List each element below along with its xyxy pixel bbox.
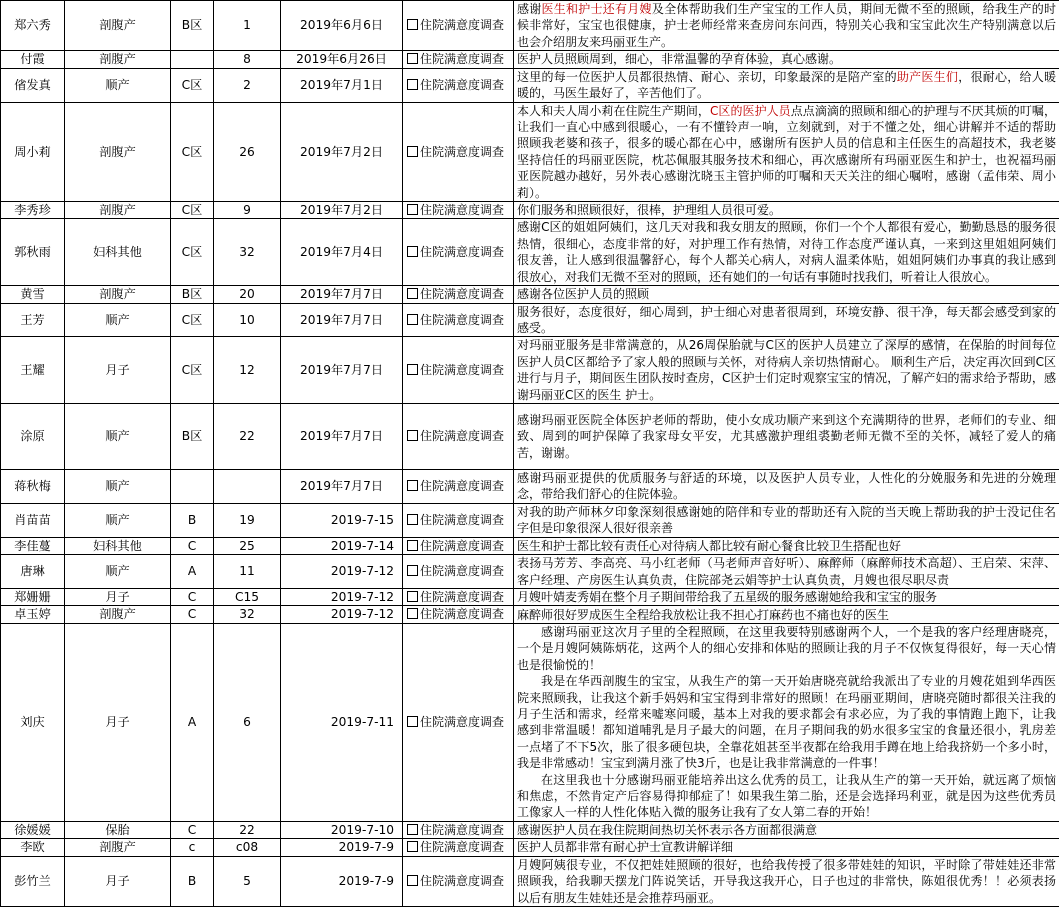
table-row	[1, 856, 1059, 906]
delivery-type-cell: 顺产	[65, 303, 171, 337]
comment-cell	[514, 839, 1059, 857]
ward-area-cell: B区	[171, 404, 214, 470]
table-row	[1, 404, 1059, 470]
patient-name-cell: 李欧	[1, 839, 65, 857]
ward-area-cell: C区	[171, 201, 214, 219]
comment-cell	[514, 856, 1059, 906]
delivery-type-cell: 顺产	[65, 503, 171, 537]
comment-cell	[514, 286, 1059, 304]
table-body	[1, 1, 1059, 907]
survey-label: 住院满意度调查	[420, 840, 504, 854]
comment-cell	[514, 102, 1059, 201]
patient-name-cell: 唐琳	[1, 555, 65, 589]
table-row	[1, 623, 1059, 821]
ward-area-cell: B	[171, 856, 214, 906]
comment-cell	[514, 821, 1059, 839]
date-cell: 2019年7月4日	[281, 219, 403, 286]
patient-name-cell: 郑六秀	[1, 1, 65, 51]
date-cell: 2019年7月7日	[281, 470, 403, 504]
patient-name-cell: 蒋秋梅	[1, 470, 65, 504]
patient-name-cell: 刘庆	[1, 623, 65, 821]
survey-label: 住院满意度调查	[420, 607, 504, 621]
date-cell: 2019年6月6日	[281, 1, 403, 51]
survey-type-cell	[403, 1, 514, 51]
comment-cell	[514, 201, 1059, 219]
patient-name-cell: 肖苗苗	[1, 503, 65, 537]
room-number-cell: 20	[214, 286, 281, 304]
date-cell: 2019年7月1日	[281, 68, 403, 102]
delivery-type-cell: 妇科其他	[65, 219, 171, 286]
checkbox-icon	[407, 514, 418, 525]
ward-area-cell: C区	[171, 337, 214, 404]
delivery-type-cell: 剖腹产	[65, 201, 171, 219]
comment-paragraph: 感谢玛丽亚这次月子里的全程照顾，在这里我要特别感谢两个人，一个是我的客户经理唐晓亮，一个是月嫂阿姨陈炳花，这两个人的细心安排和体贴的照顾让我的月子不仅恢复得很好，每一天心情也是很愉悦的！	[517, 624, 1056, 673]
comment-cell	[514, 404, 1059, 470]
room-number-cell: 25	[214, 537, 281, 555]
survey-label: 住院满意度调查	[420, 145, 504, 159]
survey-type-cell	[403, 503, 514, 537]
table-row	[1, 219, 1059, 286]
survey-label: 住院满意度调查	[420, 715, 504, 729]
survey-type-cell	[403, 201, 514, 219]
survey-type-cell	[403, 102, 514, 201]
patient-name-cell: 郑姗姗	[1, 588, 65, 606]
ward-area-cell: A	[171, 555, 214, 589]
survey-label: 住院满意度调查	[420, 429, 504, 443]
comment-text: 感谢医护人员在我住院期间热切关怀表示各方面都很满意	[517, 823, 817, 837]
comment-cell	[514, 588, 1059, 606]
date-cell: 2019年6月26日	[281, 51, 403, 69]
date-cell: 2019-7-10	[281, 821, 403, 839]
survey-label: 住院满意度调查	[420, 564, 504, 578]
survey-type-cell	[403, 404, 514, 470]
patient-name-cell: 卓玉婷	[1, 606, 65, 624]
room-number-cell: 8	[214, 51, 281, 69]
table-row	[1, 68, 1059, 102]
survey-type-cell	[403, 68, 514, 102]
comment-text: 表扬马芳芳、李高亮、马小红老师（马老师声音好听）、麻醉师（麻醉师技术高超）、王启荣、宋萍、客户经理、产房医生认真负责，住院部尧云娟等护士认真负责，月嫂也很尽职尽责	[517, 556, 1056, 586]
room-number-cell: 32	[214, 219, 281, 286]
room-number-cell: 1	[214, 1, 281, 51]
table-row	[1, 537, 1059, 555]
date-cell: 2019年7月2日	[281, 201, 403, 219]
comment-text: 点点滴滴的照顾和细心的护理与不厌其烦的叮嘱，让我们一直心中感到很暖心，一有不懂铃声一响，立刻就到，对于不懂之处，细心讲解并不适的帮助照顾我老婆和孩子，很多的暖心都在心中，感谢所有医护人员的信息和主任医生的高超技术，我老婆坚持信任的玛丽亚医院，枕芯佩服其服务技术和细心，再次感谢所有玛丽亚医生和护士，也祝福玛丽亚医院越办越好，另外表心感谢沈晓玉主管护师的叮嘱和天天关注的细心嘱咐，感谢（孟伟荣、周小莉）。	[517, 104, 1056, 200]
comment-cell	[514, 51, 1059, 69]
comment-text: 这里的每一位医护人员都很热情、耐心、亲切，印象最深的是陪产室的	[517, 70, 897, 84]
ward-area-cell: c	[171, 839, 214, 857]
ward-area-cell: C	[171, 821, 214, 839]
survey-type-cell	[403, 337, 514, 404]
patient-name-cell: 涂原	[1, 404, 65, 470]
ward-area-cell: B区	[171, 286, 214, 304]
room-number-cell: 19	[214, 503, 281, 537]
room-number-cell: 22	[214, 821, 281, 839]
room-number-cell: 12	[214, 337, 281, 404]
room-number-cell: 32	[214, 606, 281, 624]
ward-area-cell: C区	[171, 303, 214, 337]
comment-text: 感谢	[517, 2, 542, 16]
delivery-type-cell: 顺产	[65, 555, 171, 589]
survey-type-cell	[403, 839, 514, 857]
checkbox-icon	[407, 246, 418, 257]
comment-cell	[514, 623, 1059, 821]
date-cell: 2019-7-11	[281, 623, 403, 821]
patient-name-cell: 黄雪	[1, 286, 65, 304]
patient-name-cell: 徐媛媛	[1, 821, 65, 839]
survey-label: 住院满意度调查	[420, 363, 504, 377]
comment-cell	[514, 537, 1059, 555]
delivery-type-cell: 月子	[65, 623, 171, 821]
table-row	[1, 201, 1059, 219]
table-row	[1, 303, 1059, 337]
survey-type-cell	[403, 286, 514, 304]
survey-type-cell	[403, 51, 514, 69]
ward-area-cell: C区	[171, 219, 214, 286]
checkbox-icon	[407, 841, 418, 852]
date-cell: 2019-7-15	[281, 503, 403, 537]
table-row	[1, 102, 1059, 201]
date-cell: 2019-7-14	[281, 537, 403, 555]
checkbox-icon	[407, 875, 418, 886]
comment-text: 医护人员照顾周到，细心，非常温馨的孕育体验，真心感谢。	[517, 52, 841, 66]
date-cell: 2019年7月2日	[281, 102, 403, 201]
room-number-cell: 11	[214, 555, 281, 589]
survey-label: 住院满意度调查	[420, 823, 504, 837]
survey-type-cell	[403, 821, 514, 839]
comment-text: ，很耐心，给人暖暖的，马医生最好了，辛苦他们了。	[517, 70, 1056, 100]
comment-text: 月嫂叶婧麦秀娟在整个月子期间带给我了五星级的服务感谢她给我和宝宝的服务	[517, 590, 937, 604]
ward-area-cell: C区	[171, 68, 214, 102]
survey-label: 住院满意度调查	[420, 18, 504, 32]
patient-name-cell: 王芳	[1, 303, 65, 337]
ward-area-cell: B区	[171, 1, 214, 51]
checkbox-icon	[407, 19, 418, 30]
survey-type-cell	[403, 303, 514, 337]
survey-label: 住院满意度调查	[420, 590, 504, 604]
comment-text: 医生和护士都比较有责任心对待病人都比较有耐心餐食比较卫生搭配也好	[517, 539, 901, 553]
comment-cell	[514, 555, 1059, 589]
comment-text: 感谢玛丽亚医院全体医护老师的帮助，使小女成功顺产来到这个充满期待的世界，老师们的专业、细致、周到的呵护保障了我家母女平安，尤其感激护理组裘勤老师无微不至的关怀，减轻了爱人的痛苦，谢谢。	[517, 413, 1056, 460]
date-cell: 2019-7-9	[281, 856, 403, 906]
survey-type-cell	[403, 856, 514, 906]
delivery-type-cell: 剖腹产	[65, 102, 171, 201]
patient-name-cell: 偗发真	[1, 68, 65, 102]
delivery-type-cell: 妇科其他	[65, 537, 171, 555]
survey-label: 住院满意度调查	[420, 245, 504, 259]
survey-type-cell	[403, 219, 514, 286]
survey-label: 住院满意度调查	[420, 78, 504, 92]
ward-area-cell	[171, 51, 214, 69]
ward-area-cell: A	[171, 623, 214, 821]
delivery-type-cell: 保胎	[65, 821, 171, 839]
room-number-cell: 9	[214, 201, 281, 219]
comment-text: 感谢C区的姐姐阿姨们，这几天对我和我女朋友的照顾，你们一个个人都很有爱心，勤勤恳恳的服务很热情，很细心，态度非常的好，对护理工作有热情，对待工作态度严谨认真，一来到这里姐姐阿姨们很友善，让人感到很温馨舒心，每个人都关心病人，对病人温柔体贴，姐姐阿姨们办事真的我让感到很放心，对我们无微不至对的照顾，还有她们的一句话有事随时找我们，听着让人很放心。	[517, 220, 1056, 283]
ward-area-cell: C	[171, 588, 214, 606]
delivery-type-cell: 月子	[65, 588, 171, 606]
room-number-cell: 5	[214, 856, 281, 906]
patient-name-cell: 郭秋雨	[1, 219, 65, 286]
comment-paragraph: 我是在华西剖腹生的宝宝，从我生产的第一天开始唐晓亮就给我派出了专业的月嫂花姐到华西医院来照顾我，让我这个新手妈妈和宝宝得到非常好的照顾！在玛丽亚期间，唐晓亮随时都很关注我的月子生活和需求，经常来嘘寒问暖，基本上对我的要求都会有求必应，为了我的事情跑上跑下，让我感到非常温暖！都知道哺乳是月子最大的问题，在月子期间我的奶水很多宝宝的食量还很小，乳房差一点堵了不下5次，胀了很多硬包块，全靠花姐甚至半夜都在给我用手蹲在地上给我挤奶一个多小时，我是非常感动！宝宝到满月涨了快3斤，也是让我非常满意的一件事！	[517, 673, 1056, 771]
comment-text: 对玛丽亚服务是非常满意的，从26周保胎就与C区的医护人员建立了深厚的感情，在保胎的时间每位医护人员C区都给予了家人般的照顾与关怀，对待病人亲切热情耐心。 顺利生产后，决定再次回到C区进行与月子，期间医生团队按时查房，C区护士们定时观察宝宝的情况，了解产妇的需求给予帮助，感谢玛丽亚C区的医生 护士。	[517, 338, 1056, 401]
table-row	[1, 286, 1059, 304]
delivery-type-cell: 剖腹产	[65, 286, 171, 304]
patient-name-cell: 彭竹兰	[1, 856, 65, 906]
survey-type-cell	[403, 588, 514, 606]
room-number-cell: c08	[214, 839, 281, 857]
delivery-type-cell: 剖腹产	[65, 51, 171, 69]
comment-text: 服务很好，态度很好，细心周到，护士细心对患者很周到，环境安静、很干净，每天都会感受到家的感受。	[517, 305, 1056, 335]
checkbox-icon	[407, 146, 418, 157]
checkbox-icon	[407, 314, 418, 325]
room-number-cell: C15	[214, 588, 281, 606]
checkbox-icon	[407, 716, 418, 727]
table-row	[1, 821, 1059, 839]
comment-cell	[514, 470, 1059, 504]
patient-name-cell: 付霞	[1, 51, 65, 69]
table-row	[1, 470, 1059, 504]
survey-type-cell	[403, 623, 514, 821]
survey-type-cell	[403, 555, 514, 589]
ward-area-cell: C区	[171, 102, 214, 201]
comment-cell	[514, 606, 1059, 624]
survey-label: 住院满意度调查	[420, 287, 504, 301]
delivery-type-cell: 剖腹产	[65, 1, 171, 51]
highlighted-text: C区的医护人员	[710, 104, 791, 118]
table-row	[1, 588, 1059, 606]
date-cell: 2019年7月7日	[281, 404, 403, 470]
checkbox-icon	[407, 565, 418, 576]
delivery-type-cell: 剖腹产	[65, 606, 171, 624]
comment-cell	[514, 337, 1059, 404]
ward-area-cell: C	[171, 537, 214, 555]
comment-text: 及全体帮助我们生产宝宝的工作人员，期间无微不至的照顾，给我生产的时候非常好，宝宝也很健康，护士老师经常来查房问东问西，特别关心我和宝宝此次生产特别满意以后也会介绍朋友来玛丽亚生产。	[517, 2, 1056, 49]
checkbox-icon	[407, 430, 418, 441]
comment-cell	[514, 219, 1059, 286]
date-cell: 2019年7月7日	[281, 337, 403, 404]
survey-label: 住院满意度调查	[420, 203, 504, 217]
patient-name-cell: 周小莉	[1, 102, 65, 201]
survey-label: 住院满意度调查	[420, 539, 504, 553]
date-cell: 2019-7-12	[281, 588, 403, 606]
highlighted-text: 助产医生们	[897, 70, 958, 84]
comment-text: 感谢各位医护人员的照顾	[517, 287, 649, 301]
table-row	[1, 606, 1059, 624]
survey-label: 住院满意度调查	[420, 513, 504, 527]
comment-cell	[514, 303, 1059, 337]
ward-area-cell: C	[171, 606, 214, 624]
comment-text: 本人和夫人周小莉在住院生产期间，	[517, 104, 710, 118]
table-row	[1, 51, 1059, 69]
comment-text: 医护人员都非常有耐心护士宣教讲解详细	[517, 840, 733, 854]
checkbox-icon	[407, 204, 418, 215]
survey-type-cell	[403, 470, 514, 504]
survey-type-cell	[403, 606, 514, 624]
room-number-cell	[214, 470, 281, 504]
patient-name-cell: 王耀	[1, 337, 65, 404]
checkbox-icon	[407, 608, 418, 619]
date-cell: 2019年7月7日	[281, 286, 403, 304]
delivery-type-cell: 顺产	[65, 68, 171, 102]
patient-name-cell: 李秀珍	[1, 201, 65, 219]
checkbox-icon	[407, 79, 418, 90]
checkbox-icon	[407, 480, 418, 491]
date-cell: 2019-7-9	[281, 839, 403, 857]
survey-type-cell	[403, 537, 514, 555]
checkbox-icon	[407, 364, 418, 375]
survey-label: 住院满意度调查	[420, 874, 504, 888]
comment-text: 对我的助产师林夕印象深刻很感谢她的陪伴和专业的帮助还有入院的当天晚上帮助我的护士没记住名字但是印象很深人很好很亲善	[517, 505, 1056, 535]
ward-area-cell	[171, 470, 214, 504]
date-cell: 2019年7月7日	[281, 303, 403, 337]
date-cell: 2019-7-12	[281, 606, 403, 624]
table-row	[1, 503, 1059, 537]
room-number-cell: 26	[214, 102, 281, 201]
room-number-cell: 6	[214, 623, 281, 821]
comment-cell	[514, 503, 1059, 537]
delivery-type-cell: 剖腹产	[65, 839, 171, 857]
comment-text: 你们服务和照顾很好，很棒，护理组人员很可爱。	[517, 203, 781, 217]
table-row	[1, 839, 1059, 857]
delivery-type-cell: 顺产	[65, 470, 171, 504]
room-number-cell: 2	[214, 68, 281, 102]
survey-label: 住院满意度调查	[420, 52, 504, 66]
patient-name-cell: 李佳蔓	[1, 537, 65, 555]
date-cell: 2019-7-12	[281, 555, 403, 589]
table-row	[1, 337, 1059, 404]
comment-cell	[514, 68, 1059, 102]
room-number-cell: 22	[214, 404, 281, 470]
comment-text: 感谢玛丽亚提供的优质服务与舒适的环境，以及医护人员专业，人性化的分娩服务和先进的分娩理念，带给我们舒心的住院体验。	[517, 471, 1056, 501]
delivery-type-cell: 月子	[65, 856, 171, 906]
table-row	[1, 1, 1059, 51]
comment-cell	[514, 1, 1059, 51]
checkbox-icon	[407, 53, 418, 64]
checkbox-icon	[407, 540, 418, 551]
delivery-type-cell: 月子	[65, 337, 171, 404]
comment-text: 麻醉师很好罗成医生全程给我放松让我不担心打麻药也不痛也好的医生	[517, 608, 889, 622]
ward-area-cell: B	[171, 503, 214, 537]
delivery-type-cell: 顺产	[65, 404, 171, 470]
room-number-cell: 10	[214, 303, 281, 337]
checkbox-icon	[407, 288, 418, 299]
highlighted-text: 医生和护士还有月嫂	[542, 2, 652, 16]
comment-text: 月嫂阿姨很专业，不仅把娃娃照顾的很好，也给我传授了很多带娃娃的知识，平时除了带娃娃还非常照顾我，给我聊天摆龙门阵说笑话，开导我这我开心，日子也过的非常快，陈姐很优秀！！必须表扬以后有朋友生娃娃还是会推荐玛丽亚。	[517, 858, 1056, 905]
survey-label: 住院满意度调查	[420, 313, 504, 327]
table-row	[1, 555, 1059, 589]
checkbox-icon	[407, 591, 418, 602]
comment-paragraph: 在这里我也十分感谢玛丽亚能培养出这么优秀的员工，让我从生产的第一天开始，就远离了烦恼和焦虑，不然肯定产后容易得抑郁症了！如果我生第二胎，还是会选择玛利亚，就是因为这些优秀员工像家人一样的人性化体贴入微的服务让我有了女人第二春的开始！	[517, 772, 1056, 821]
checkbox-icon	[407, 824, 418, 835]
survey-label: 住院满意度调查	[420, 479, 504, 493]
